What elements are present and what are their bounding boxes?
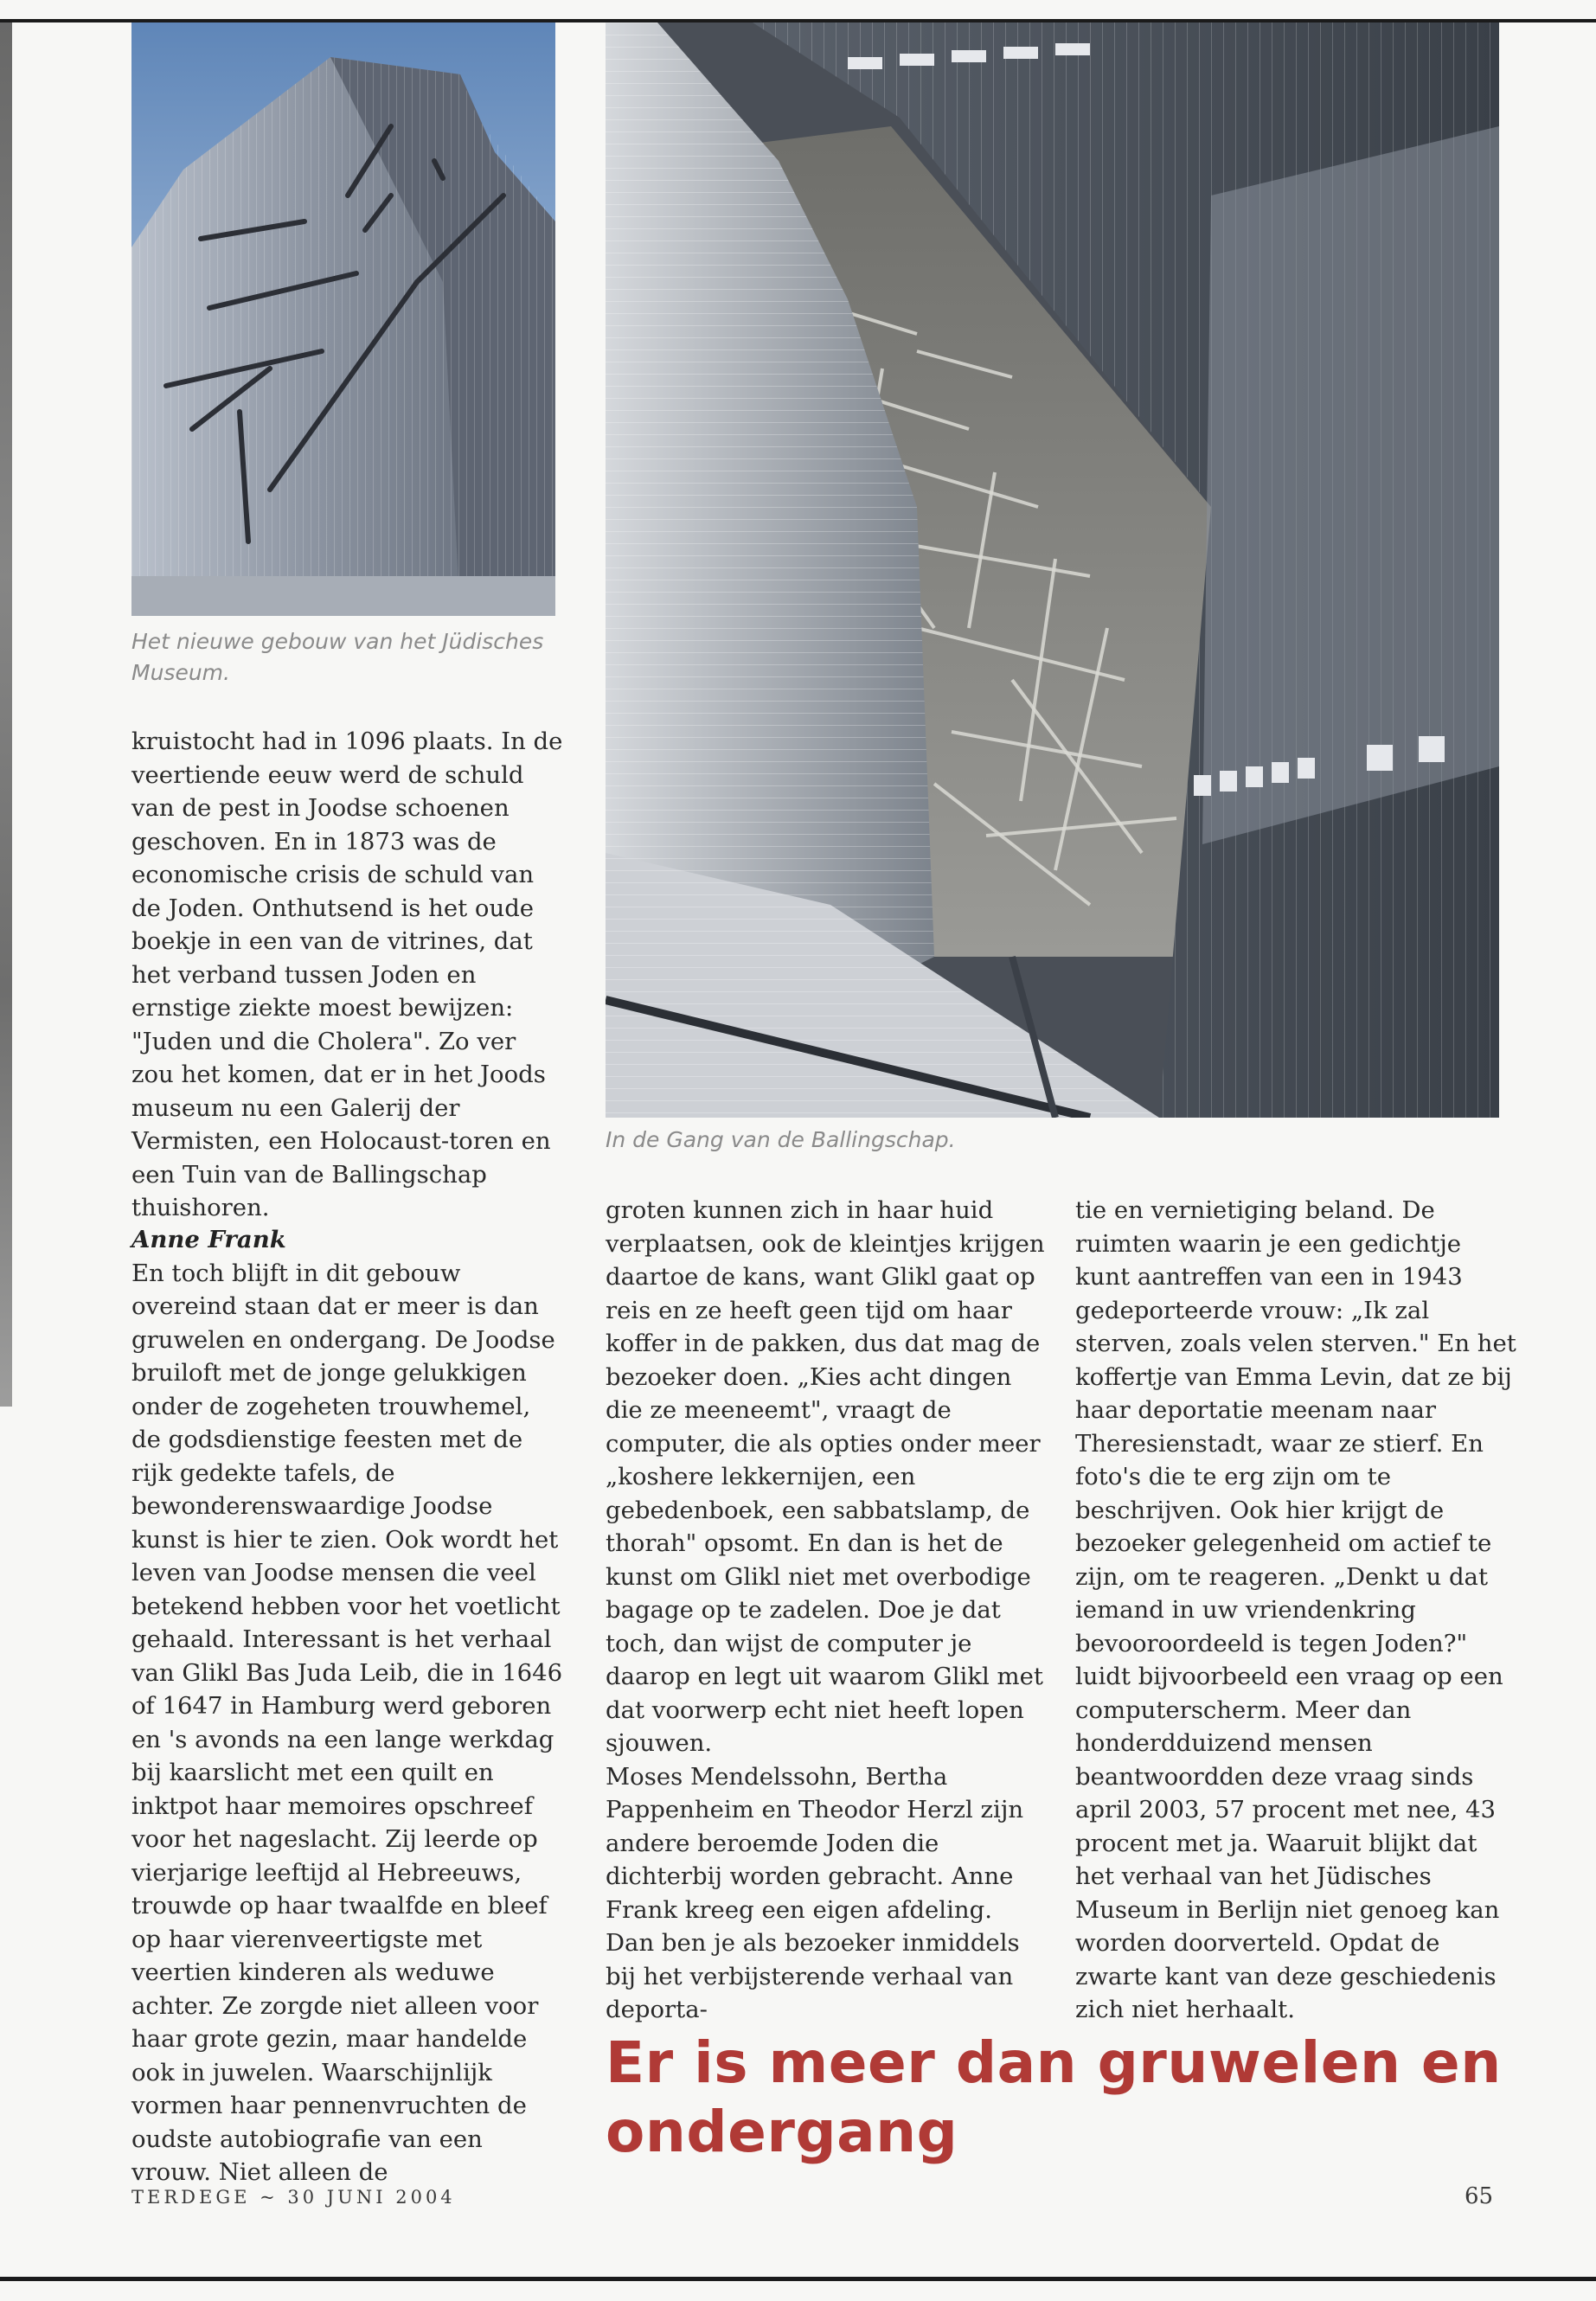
bottom-rule [0,2277,1596,2281]
museum-building-caption: Het nieuwe gebouw van het Jüdisches Museum. [131,629,544,685]
page-number: 65 [1465,2183,1494,2209]
column-1-main [131,1223,564,2189]
column-2 [606,1194,1047,2027]
museum-building-photo [131,22,555,616]
anne-frank-paragraph: En toch blijft in dit gebouw overeind staan dat er meer is dan gruwelen en ondergang. De Joodse bruiloft met de jonge gelukkigen onder de zogeheten trouwhemel, de godsdienstige feesten met de rijk gedekte tafels, de bewonderenswaardige Joodse kunst is hier te zien. Ook wordt het leven van Joodse mensen die veel betekend hebben voor het voetlicht gehaald. Interessant is het verhaal van Glikl Bas Juda Leib, die in 1646 of 1647 in Hamburg werd geboren en 's avonds na een lange werkdag bij kaarslicht met een quilt en inktpot haar memoires opschreef voor het nageslacht. Zij leerde op vierjarige leeftijd al Hebreeuws, trouwde op haar twaalfde en bleef op haar vierenveertigste met veertien kinderen als weduwe achter. Ze zorgde niet alleen voor haar grote gezin, maar handelde ook in juwelen. Waarschijnlijk vormen haar pennenvruchten de oudste autobiografie van een vrouw. Niet alleen de [131,1259,563,2186]
column-3 [1075,1194,1516,2027]
footer-publication: TERDEGE ~ 30 JUNI 2004 [131,2187,456,2208]
deportation-paragraph: tie en vernietiging beland. De ruimten waarin je een gedichtje kunt aantreffen van een in 1943 gedeporteerde vrouw: „Ik zal sterven, zoals velen sterven." En het koffertje van Emma Levin, dat ze bij haar deportatie meenam naar Theresienstadt, waar ze stierf. En foto's die te erg zijn om te beschrijven. Ook hier krijgt de bezoeker gelegenheid om actief te zijn, om te reageren. „Denkt u dat iemand in uw vriendenkring bevooroordeeld is tegen Joden?" luidt bijvoorbeeld een vraag op een computerscherm. Meer dan honderdduizend mensen beantwoordden deze vraag sinds april 2003, 57 procent met nee, 43 procent met ja. Waaruit blijkt dat het verhaal van het Jüdisches Museum in Berlijn niet genoeg kan worden doorverteld. Opdat de zwarte kant van deze geschiedenis zich niet herhaalt. [1075,1196,1516,2023]
famous-jews-paragraph: Moses Mendelssohn, Bertha Pappenheim en Theodor Herzl zijn andere beroemde Joden die dichterbij worden gebracht. Anne Frank kreeg een eigen afdeling. Dan ben je als bezoeker inmiddels bij het verbijsterende verhaal van deporta- [606,1762,1024,2023]
intro-paragraph: kruistocht had in 1096 plaats. In de veertiende eeuw werd de schuld van de pest in Joodse schoenen geschoven. En in 1873 was de economische crisis de schuld van de Joden. Onthutsend is het oude boekje in een van de vitrines, dat het verband tussen Joden en ernstige ziekte moest bewijzen: "Juden und die Cholera". Zo ver zou het komen, dat er in het Joods museum nu een Galerij der Vermisten, een Holocaust-toren en een Tuin van de Ballingschap thuishoren. [131,727,563,1221]
subheading-anne-frank: Anne Frank [131,1226,286,1253]
scan-edge [0,22,12,1407]
exile-corridor-caption: In de Gang van de Ballingschap. [606,1127,956,1152]
column-1-intro [131,725,564,1225]
glikl-paragraph: groten kunnen zich in haar huid verplaatsen, ook de kleintjes krijgen daartoe de kans, want Glikl gaat op reis en ze heeft geen tijd om haar koffer in de pakken, dus dat mag de bezoeker doen. „Kies acht dingen die ze meeneemt", vraagt de computer, die als opties onder meer „koshere lekkernijen, een gebedenboek, een sabbatslamp, de thorah" opsomt. En dan is het de kunst om Glikl niet met overbodige bagage op te zadelen. Doe je dat toch, dan wijst de computer je daarop en legt uit waarom Glikl met dat voorwerp echt niet heeft lopen sjouwen. [606,1196,1045,1757]
pull-quote-headline: Er is meer dan gruwelen en ondergang [606,2029,1502,2165]
exile-corridor-photo [606,22,1499,1118]
